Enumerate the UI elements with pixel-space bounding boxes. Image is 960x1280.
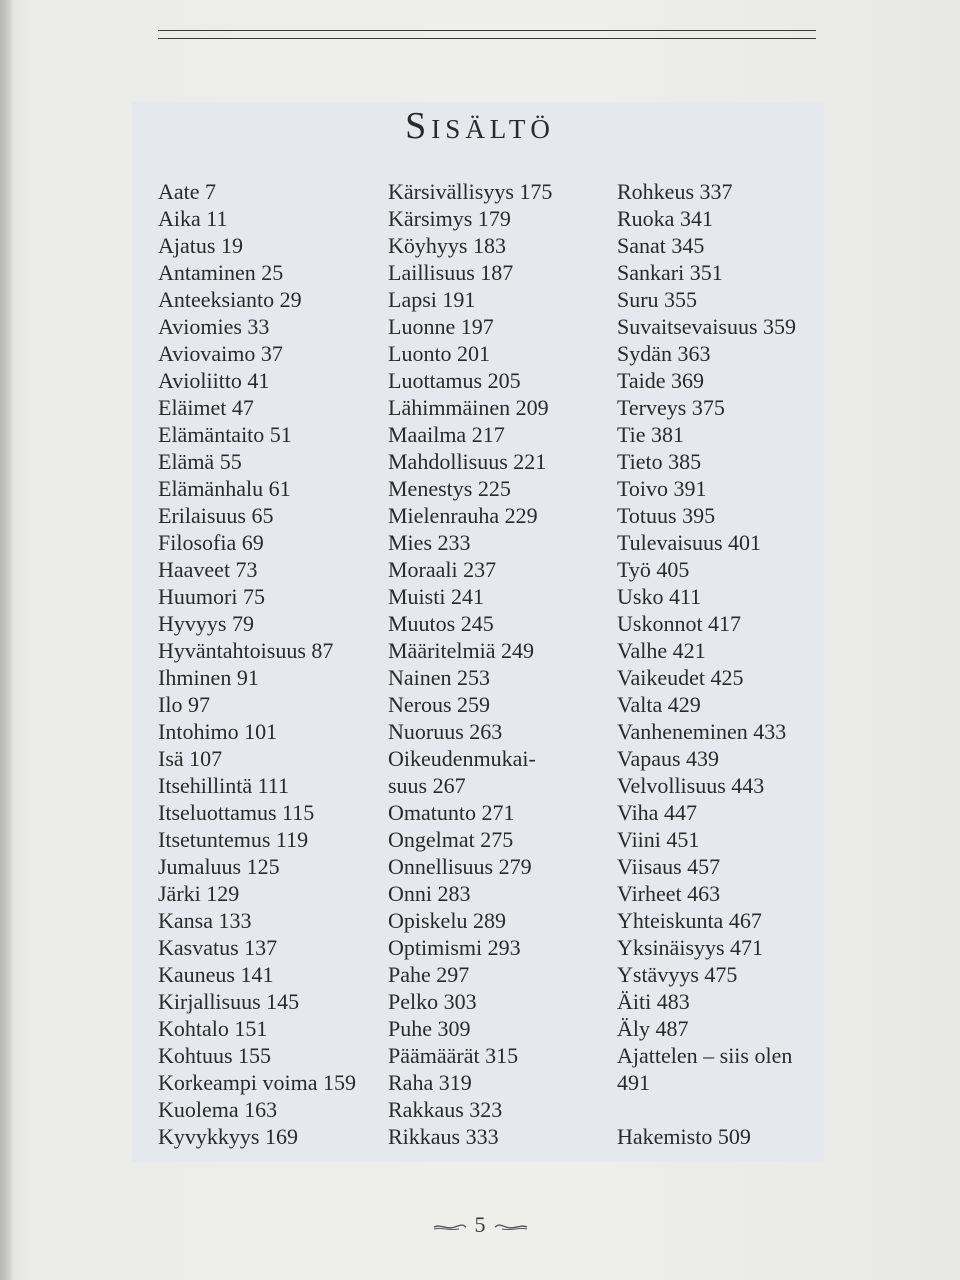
contents-entry: Oikeudenmukai- bbox=[388, 746, 536, 771]
contents-entry: Sydän 363 bbox=[617, 341, 711, 366]
contents-entry: Vanheneminen 433 bbox=[617, 719, 787, 744]
contents-entry: Onnellisuus 279 bbox=[388, 854, 532, 879]
contents-entry: Äiti 483 bbox=[617, 989, 690, 1014]
contents-entry: Nuoruus 263 bbox=[388, 719, 503, 744]
contents-entry: Ihminen 91 bbox=[158, 665, 259, 690]
contents-entry: Usko 411 bbox=[617, 584, 702, 609]
contents-entry: Omatunto 271 bbox=[388, 800, 515, 825]
contents-entry: Virheet 463 bbox=[617, 881, 721, 906]
contents-entry: Pahe 297 bbox=[388, 962, 470, 987]
header-rule-top bbox=[158, 30, 816, 31]
contents-entry: Hakemisto 509 bbox=[617, 1124, 751, 1149]
contents-entry: Tulevaisuus 401 bbox=[617, 530, 762, 555]
contents-entry: Viha 447 bbox=[617, 800, 697, 825]
contents-entry: Huumori 75 bbox=[158, 584, 265, 609]
contents-entry: Kuolema 163 bbox=[158, 1097, 278, 1122]
contents-entry: Elämä 55 bbox=[158, 449, 242, 474]
contents-entry: Yksinäisyys 471 bbox=[617, 935, 764, 960]
contents-entry: Toivo 391 bbox=[617, 476, 707, 501]
contents-entry: Kasvatus 137 bbox=[158, 935, 278, 960]
contents-entry: Luottamus 205 bbox=[388, 368, 521, 393]
contents-entry: Järki 129 bbox=[158, 881, 240, 906]
contents-entry: Yhteiskunta 467 bbox=[617, 908, 762, 933]
contents-entry: Mielenrauha 229 bbox=[388, 503, 538, 528]
contents-entry: Valhe 421 bbox=[617, 638, 706, 663]
contents-entry: Tieto 385 bbox=[617, 449, 702, 474]
contents-entry: Haaveet 73 bbox=[158, 557, 258, 582]
contents-entry: Avioliitto 41 bbox=[158, 368, 270, 393]
contents-entry: Lähimmäinen 209 bbox=[388, 395, 549, 420]
contents-entry: Filosofia 69 bbox=[158, 530, 264, 555]
page-footer bbox=[0, 1212, 960, 1238]
contents-entry: Tie 381 bbox=[617, 422, 685, 447]
contents-entry: Rohkeus 337 bbox=[617, 179, 733, 204]
contents-entry: Rakkaus 323 bbox=[388, 1097, 503, 1122]
contents-entry: Määritelmiä 249 bbox=[388, 638, 535, 663]
contents-entry: Mahdollisuus 221 bbox=[388, 449, 547, 474]
contents-entry: suus 267 bbox=[388, 773, 466, 798]
contents-entry: Kauneus 141 bbox=[158, 962, 274, 987]
contents-entry: Rikkaus 333 bbox=[388, 1124, 499, 1149]
contents-entry: Aviovaimo 37 bbox=[158, 341, 283, 366]
contents-entry: Maailma 217 bbox=[388, 422, 505, 447]
contents-entry: Vaikeudet 425 bbox=[617, 665, 744, 690]
contents-entry: Erilaisuus 65 bbox=[158, 503, 274, 528]
contents-entry: Onni 283 bbox=[388, 881, 471, 906]
contents-entry: Itseluottamus 115 bbox=[158, 800, 315, 825]
contents-entry: Mies 233 bbox=[388, 530, 471, 555]
contents-entry: Kansa 133 bbox=[158, 908, 252, 933]
contents-entry: Optimismi 293 bbox=[388, 935, 521, 960]
contents-entry: Muisti 241 bbox=[388, 584, 484, 609]
contents-entry: Päämäärät 315 bbox=[388, 1043, 519, 1068]
contents-entry: Valta 429 bbox=[617, 692, 701, 717]
contents-entry: Anteeksianto 29 bbox=[158, 287, 302, 312]
contents-entry: Ajatus 19 bbox=[158, 233, 243, 258]
contents-column-2 bbox=[388, 178, 552, 1150]
right-ornament-icon bbox=[494, 1223, 528, 1231]
contents-entry: Lapsi 191 bbox=[388, 287, 476, 312]
contents-entry: Aate 7 bbox=[158, 179, 217, 204]
contents-entry: Jumaluus 125 bbox=[158, 854, 280, 879]
left-ornament-icon bbox=[433, 1223, 467, 1231]
spine-shadow bbox=[0, 0, 14, 1280]
contents-entry: Opiskelu 289 bbox=[388, 908, 506, 933]
contents-entry: Aika 11 bbox=[158, 206, 228, 231]
contents-entry: Luonto 201 bbox=[388, 341, 491, 366]
contents-entry: Kohtalo 151 bbox=[158, 1016, 268, 1041]
contents-entry: Kohtuus 155 bbox=[158, 1043, 272, 1068]
contents-entry bbox=[617, 1096, 796, 1123]
contents-entry: Nainen 253 bbox=[388, 665, 491, 690]
contents-entry: Kärsivällisyys 175 bbox=[388, 179, 553, 204]
contents-entry: Ajattelen – siis olen bbox=[617, 1043, 793, 1068]
contents-entry: Taide 369 bbox=[617, 368, 705, 393]
page-title: Sisältö bbox=[405, 105, 555, 147]
contents-entry: Ystävyys 475 bbox=[617, 962, 738, 987]
contents-column-3 bbox=[617, 178, 796, 1150]
contents-entry: Viisaus 457 bbox=[617, 854, 721, 879]
header-rule-bottom bbox=[158, 38, 816, 39]
contents-column-1 bbox=[158, 178, 356, 1150]
contents-entry: Terveys 375 bbox=[617, 395, 725, 420]
contents-entry: Työ 405 bbox=[617, 557, 690, 582]
contents-entry: Isä 107 bbox=[158, 746, 223, 771]
contents-entry: Moraali 237 bbox=[388, 557, 497, 582]
contents-entry: 491 bbox=[617, 1070, 650, 1095]
contents-entry: Ongelmat 275 bbox=[388, 827, 514, 852]
contents-entry: Hyväntahtoisuus 87 bbox=[158, 638, 334, 663]
contents-entry: Antaminen 25 bbox=[158, 260, 284, 285]
contents-entry: Elämänhalu 61 bbox=[158, 476, 291, 501]
contents-entry: Korkeampi voima 159 bbox=[158, 1070, 356, 1095]
contents-entry: Kärsimys 179 bbox=[388, 206, 511, 231]
contents-entry: Äly 487 bbox=[617, 1016, 689, 1041]
contents-entry: Ilo 97 bbox=[158, 692, 210, 717]
contents-entry: Suru 355 bbox=[617, 287, 698, 312]
contents-entry: Itsetuntemus 119 bbox=[158, 827, 309, 852]
contents-entry: Kirjallisuus 145 bbox=[158, 989, 300, 1014]
contents-entry: Ruoka 341 bbox=[617, 206, 713, 231]
contents-entry: Sankari 351 bbox=[617, 260, 723, 285]
contents-entry: Pelko 303 bbox=[388, 989, 477, 1014]
contents-entry: Kyvykkyys 169 bbox=[158, 1124, 298, 1149]
contents-entry: Velvollisuus 443 bbox=[617, 773, 765, 798]
contents-entry: Raha 319 bbox=[388, 1070, 472, 1095]
contents-entry: Eläimet 47 bbox=[158, 395, 254, 420]
contents-entry: Totuus 395 bbox=[617, 503, 716, 528]
contents-entry: Vapaus 439 bbox=[617, 746, 720, 771]
contents-entry: Hyvyys 79 bbox=[158, 611, 254, 636]
contents-entry: Aviomies 33 bbox=[158, 314, 270, 339]
contents-entry: Elämäntaito 51 bbox=[158, 422, 292, 447]
contents-entry: Menestys 225 bbox=[388, 476, 511, 501]
contents-entry: Köyhyys 183 bbox=[388, 233, 506, 258]
contents-entry: Luonne 197 bbox=[388, 314, 494, 339]
contents-entry: Viini 451 bbox=[617, 827, 700, 852]
contents-entry: Intohimo 101 bbox=[158, 719, 278, 744]
contents-entry: Sanat 345 bbox=[617, 233, 705, 258]
contents-entry: Itsehillintä 111 bbox=[158, 773, 289, 798]
contents-entry: Puhe 309 bbox=[388, 1016, 471, 1041]
contents-entry: Nerous 259 bbox=[388, 692, 491, 717]
contents-entry: Uskonnot 417 bbox=[617, 611, 742, 636]
contents-entry: Suvaitsevaisuus 359 bbox=[617, 314, 797, 339]
contents-entry: Laillisuus 187 bbox=[388, 260, 514, 285]
page-number: 5 bbox=[474, 1212, 486, 1237]
contents-entry: Muutos 245 bbox=[388, 611, 494, 636]
